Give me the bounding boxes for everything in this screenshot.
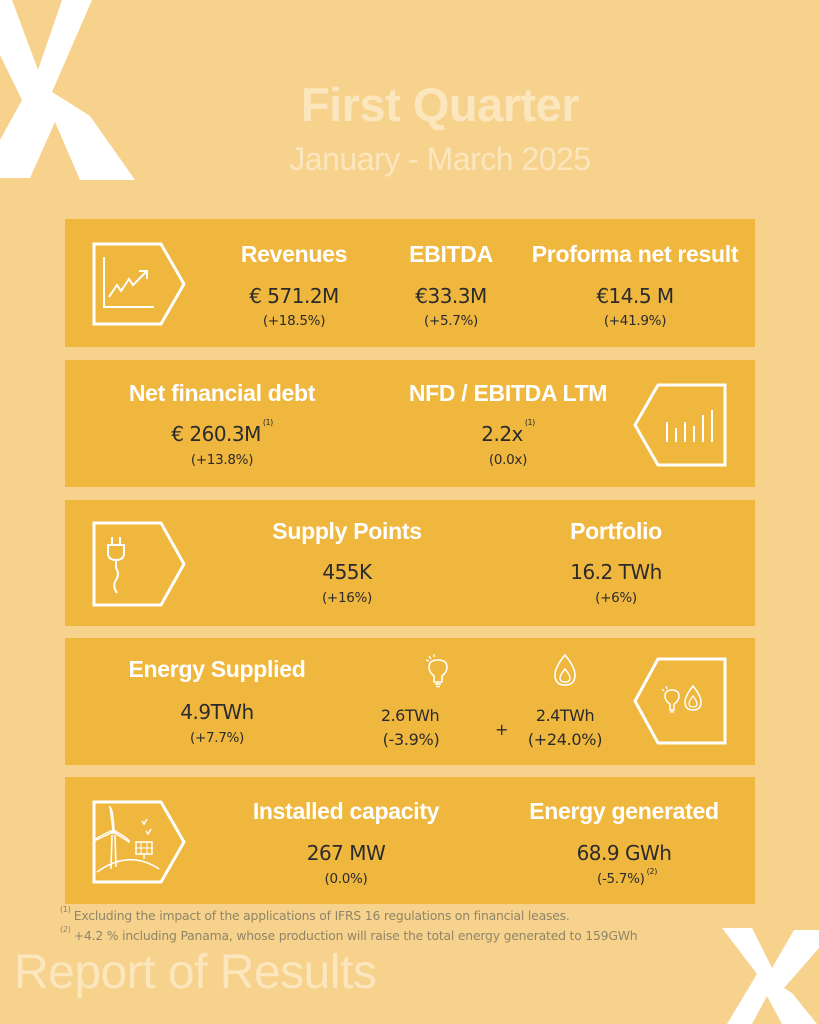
portfolio-value: 16.2 TWh xyxy=(570,560,662,584)
energy-generated-change xyxy=(596,867,658,887)
revenues-change: (+18.5%) xyxy=(262,313,326,329)
ratio-label: NFD / EBITDA LTM xyxy=(408,380,608,406)
flame-icon xyxy=(553,653,577,687)
revenues-label: Revenues xyxy=(240,241,348,267)
report-title: Report of Results xyxy=(14,946,377,999)
ebitda-label: EBITDA xyxy=(409,241,493,267)
supply-points-label: Supply Points xyxy=(272,518,422,544)
supply-points-change: (+16%) xyxy=(321,590,373,606)
nfd-value xyxy=(171,418,273,446)
lightbulb-icon xyxy=(426,654,450,688)
plus-sign: + xyxy=(495,720,509,739)
gas-change: (+24.0%) xyxy=(527,730,603,749)
footnote-1-text: Excluding the impact of the applications of IFRS 16 regulations on financial leases. xyxy=(73,908,570,923)
nfd-footnote-mark: (1) xyxy=(262,418,273,427)
net-result-label: Proforma net result xyxy=(531,241,739,267)
ebitda-change: (+5.7%) xyxy=(423,313,479,329)
ratio-change: (0.0x) xyxy=(488,452,528,468)
generation-box xyxy=(65,777,755,904)
supply-points-value: 455K xyxy=(322,560,372,584)
ratio-footnote-mark: (1) xyxy=(524,418,535,427)
bulb-flame-icon xyxy=(630,654,730,748)
energy-supplied-label: Energy Supplied xyxy=(128,656,306,682)
gas-value: 2.4TWh xyxy=(535,706,595,725)
electricity-change: (-3.9%) xyxy=(382,730,440,749)
installed-capacity-change: (0.0%) xyxy=(324,871,368,887)
wind-solar-icon xyxy=(89,797,189,887)
installed-capacity-label: Installed capacity xyxy=(252,798,440,824)
debt-box xyxy=(65,360,755,487)
net-result-change: (+41.9%) xyxy=(603,313,667,329)
supply-box xyxy=(65,500,755,626)
energy-generated-footnote-mark: (2) xyxy=(646,867,658,876)
footnote-1-mark: (1) xyxy=(60,905,71,914)
installed-capacity-value: 267 MW xyxy=(306,841,386,865)
page-subtitle: January - March 2025 xyxy=(289,141,591,177)
energy-generated-label: Energy generated xyxy=(529,798,719,824)
growth-chart-icon xyxy=(89,239,189,329)
energy-box xyxy=(65,638,755,765)
logo-x-bottom xyxy=(722,928,819,1024)
plug-icon xyxy=(89,518,189,610)
footnote-2-mark: (2) xyxy=(60,925,71,934)
energy-supplied-change: (+7.7%) xyxy=(189,730,245,746)
ratio-value xyxy=(481,418,535,446)
bar-chart-icon xyxy=(630,380,730,470)
ratio-value-text: 2.2x xyxy=(481,422,523,446)
energy-supplied-value: 4.9TWh xyxy=(180,700,254,724)
financial-box xyxy=(65,219,755,347)
ebitda-value: €33.3M xyxy=(415,284,487,308)
footnote-2-text: +4.2 % including Panama, whose production will raise the total energy generated to 159GWh xyxy=(73,928,638,943)
page-title: First Quarter xyxy=(300,78,580,131)
energy-generated-change-text: (-5.7%) xyxy=(596,871,645,887)
nfd-value-text: € 260.3M xyxy=(171,422,261,446)
portfolio-change: (+6%) xyxy=(595,590,637,606)
revenues-value: € 571.2M xyxy=(249,284,339,308)
nfd-change: (+13.8%) xyxy=(190,452,254,468)
footnote-1 xyxy=(60,905,570,923)
electricity-value: 2.6TWh xyxy=(380,706,440,725)
energy-generated-value: 68.9 GWh xyxy=(576,841,672,865)
nfd-label: Net financial debt xyxy=(128,380,316,406)
net-result-value: €14.5 M xyxy=(596,284,674,308)
footnote-2 xyxy=(60,925,638,943)
portfolio-label: Portfolio xyxy=(570,518,662,544)
